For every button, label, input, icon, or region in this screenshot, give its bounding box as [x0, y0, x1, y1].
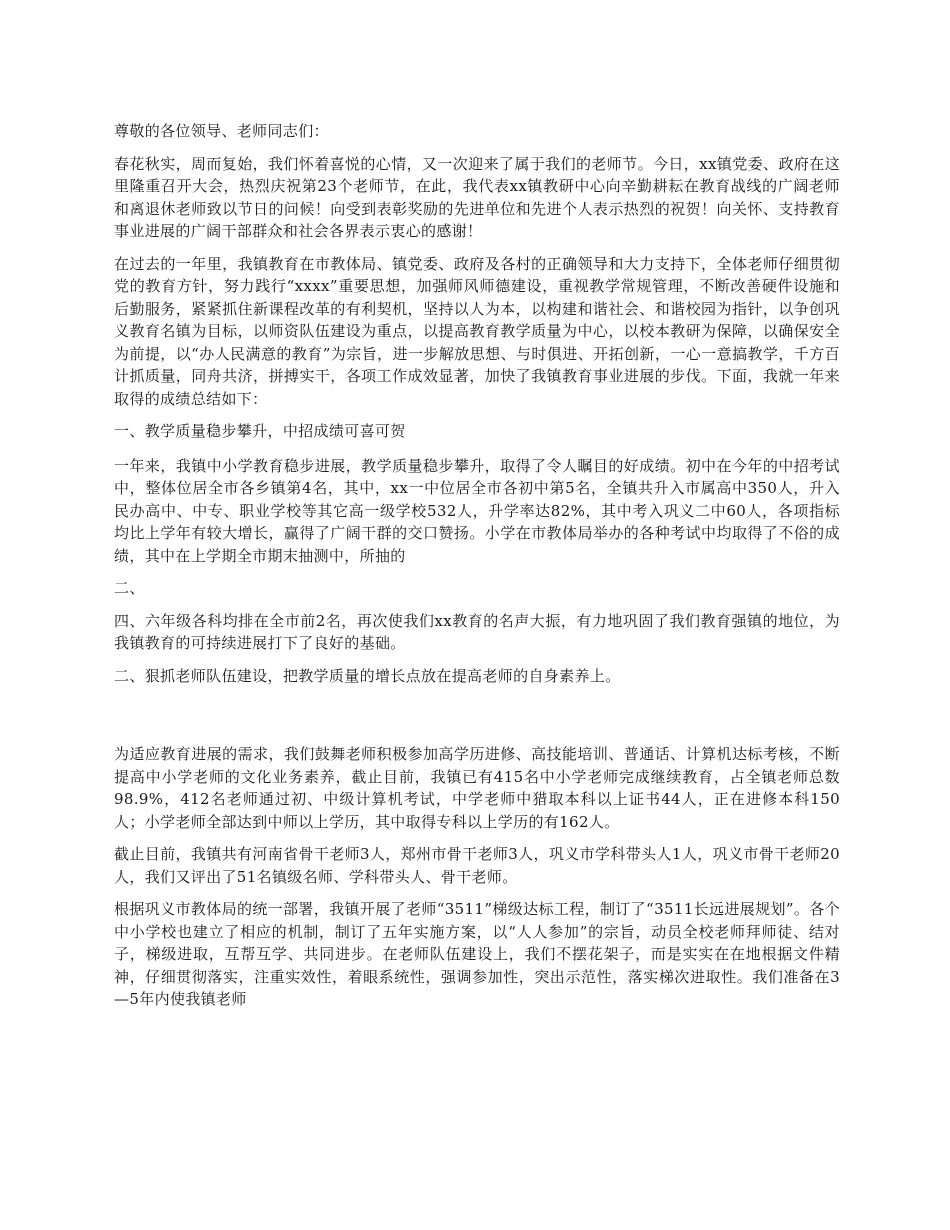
salutation: 尊敬的各位领导、老师同志们：	[114, 122, 329, 140]
paragraph-fragment: 二、	[114, 579, 145, 597]
paragraph-training: 为适应教育进展的需求，我们鼓舞老师积极参加高学历进修、高技能培训、普通话、计算机达标考核，不断提高中小学老师的文化业务素养，截止目前，我镇已有415名中小学老师完成继续教育，占全镇老师总数98.9%，412名老师通过初、中级计算机考试，中学老师中猎取本科以上证书44人，正在进修本科150人；小学老师全部达到中师以上学历，其中取得专科以上学历的有162人。	[114, 745, 840, 831]
paragraph-3511: 根据巩义市教体局的统一部署，我镇开展了老师“3511”梯级达标工程，制订了“3511长远进展规划”。各个中小学校也建立了相应的机制，制订了五年实施方案，以“人人参加”的宗旨，动员全校老师拜师徒、结对子，梯级进取，互帮互学、共同进步。在老师队伍建设上，我们不摆花架子，而是实实在在地根据文件精神，仔细贯彻落实，注重实效性，着眼系统性，强调参加性，突出示范性，落实梯次进取性。我们准备在3—5年内使我镇老师	[114, 900, 840, 1008]
section-heading-1: 一、教学质量稳步攀升，中招成绩可喜可贺	[114, 422, 406, 440]
paragraph-backbone: 截止目前，我镇共有河南省骨干老师3人，郑州市骨干老师3人，巩义市学科带头人1人，巩义市骨干老师20人，我们又评出了51名镇级名师、学科带头人、骨干老师。	[114, 845, 840, 886]
paragraph-quality: 一年来，我镇中小学教育稳步进展，教学质量稳步攀升，取得了令人瞩目的好成绩。初中在今年的中招考试中，整体位居全市各乡镇第4名，其中，xx一中位居全市各初中第5名，全镇共升入市属高中350人，升入民办高中、中专、职业学校等其它高一级学校532人，升学率达82%，其中考入巩义二中60人，各项指标均比上学年有较大增长，赢得了广阔干群的交口赞扬。小学在市教体局举办的各种考试中均取得了不俗的成绩，其中在上学期全市期末抽测中，所抽的	[114, 456, 840, 565]
blank-space	[114, 699, 840, 743]
paragraph-grades: 四、六年级各科均排在全市前2名，再次使我们xx教育的名声大振，有力地巩固了我们教育强镇的地位，为我镇教育的可持续进展打下了良好的基础。	[114, 611, 840, 652]
paragraph-opening: 春花秋实，周而复始，我们怀着喜悦的心情，又一次迎来了属于我们的老师节。今日，xx镇党委、政府在这里隆重召开大会，热烈庆祝第23个老师节，在此，我代表xx镇教研中心向辛勤耕耘在教育战线的广阔老师和离退休老师致以节日的问候！向受到表彰奖励的先进单位和先进个人表示热烈的祝贺！向关怀、支持教育事业进展的广阔干部群众和社会各界表示衷心的感谢！	[114, 154, 840, 240]
paragraph-review: 在过去的一年里，我镇教育在市教体局、镇党委、政府及各村的正确领导和大力支持下，全体老师仔细贯彻党的教育方针，努力践行“xxxx”重要思想，加强师风师德建设，重视教学常规管理，不断改善硬件设施和后勤服务，紧紧抓住新课程改革的有利契机，坚持以人为本，以构建和谐社会、和谐校园为指针，以争创巩义教育名镇为目标，以师资队伍建设为重点，以提高教育教学质量为中心，以校本教研为保障，以确保安全为前提，以“办人民满意的教育”为宗旨，进一步解放思想、与时俱进、开拓创新，一心一意搞教学，千方百计抓质量，同舟共济，拼搏实干，各项工作成效显著，加快了我镇教育事业进展的步伐。下面，我就一年来取得的成绩总结如下：	[114, 254, 840, 408]
section-heading-2: 二、狠抓老师队伍建设，把教学质量的增长点放在提高老师的自身素养上。	[114, 666, 621, 685]
document-body	[114, 120, 840, 1021]
